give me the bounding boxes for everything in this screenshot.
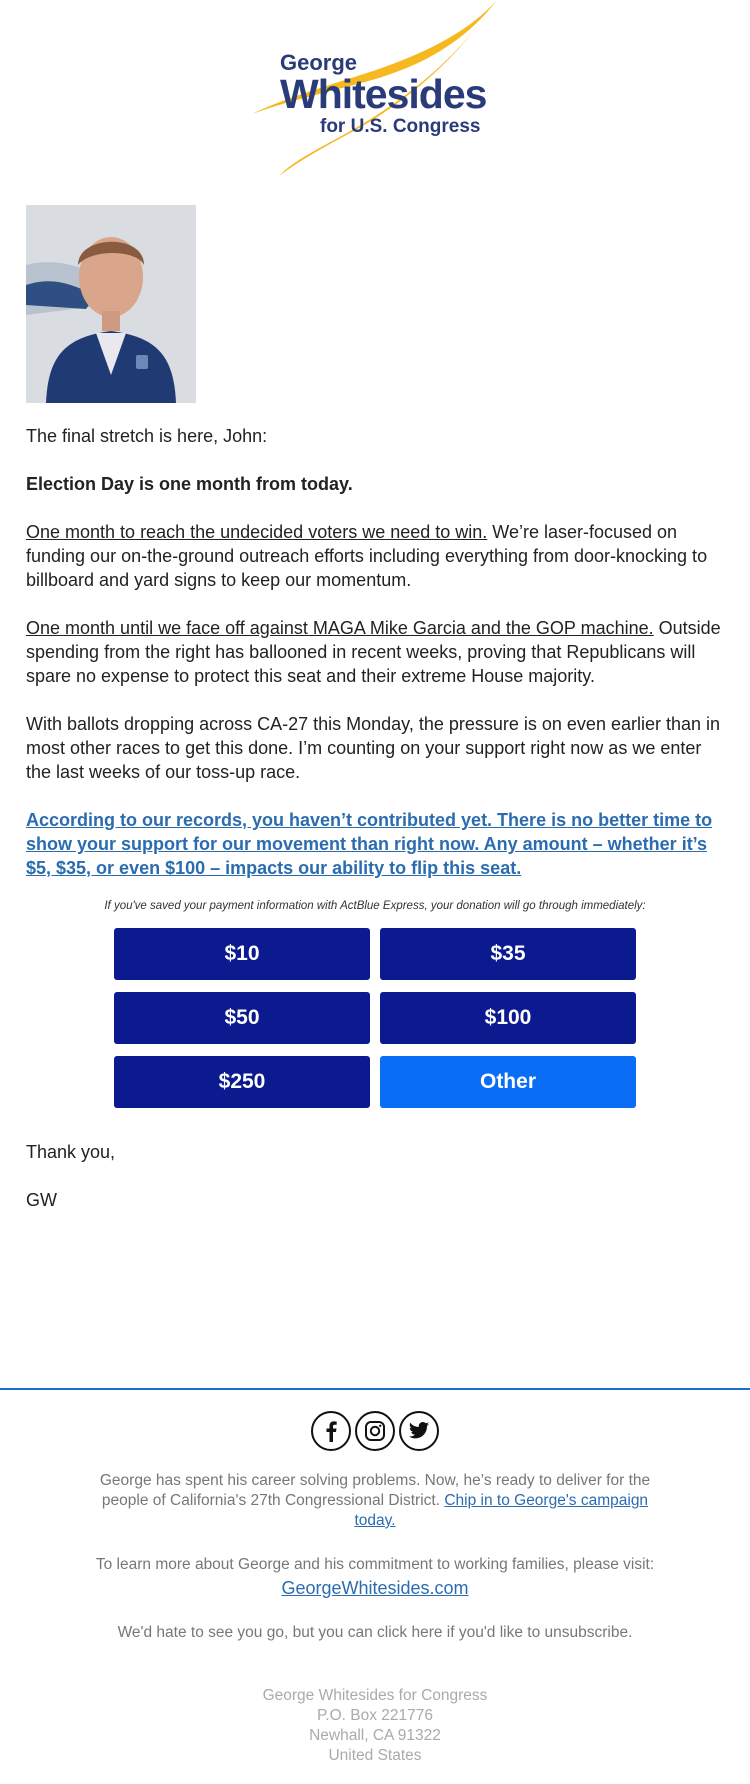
learn-more-text: To learn more about George and his commitment to working families, please visit:: [95, 1556, 655, 1573]
paragraph-ballots: With ballots dropping across CA-27 this Monday, the pressure is on even earlier than in most other races to get this done. I’m counting on your support right now as we enter the last weeks of our toss-up race.: [26, 714, 721, 782]
footer-bio-text: George has spent his career solving problems. Now, he’s ready to deliver for the people of California's 27th Congressional District.: [99, 1472, 651, 1509]
paragraph-opponent: [26, 616, 726, 688]
donate-50-button[interactable]: $50: [114, 992, 370, 1044]
footer-learn-more: [80, 1555, 670, 1600]
greeting: The final stretch is here, John:: [26, 426, 268, 446]
donate-100-button[interactable]: $100: [380, 992, 636, 1044]
candidate-photo: [26, 205, 196, 403]
footer-divider: [0, 1388, 750, 1390]
paragraph-outreach-text: We’re laser-focused on funding our on-the-ground outreach efforts including everything from door-knocking to billboard and yard signs to keep our momentum.: [26, 522, 708, 590]
address-line: United States: [328, 1747, 422, 1764]
website-link[interactable]: GeorgeWhitesides.com: [281, 1578, 469, 1598]
paragraph-outreach: [26, 520, 726, 592]
actblue-express-note: If you've saved your payment information with ActBlue Express, your donation will go through immediately:: [104, 900, 646, 912]
facebook-icon[interactable]: [311, 1411, 351, 1451]
footer-bio: [80, 1471, 670, 1531]
campaign-logo: [0, 0, 750, 180]
chip-in-link[interactable]: Chip in to George's campaign today.: [354, 1492, 649, 1529]
paragraph-opponent-text: Outside spending from the right has ballooned in recent weeks, proving that Republicans will spare no expense to protect this seat and their extreme House majority.: [26, 618, 721, 686]
donate-35-button[interactable]: $35: [380, 928, 636, 980]
address-line: P.O. Box 221776: [316, 1707, 434, 1724]
donate-250-button[interactable]: $250: [114, 1056, 370, 1108]
headline: Election Day is one month from today.: [26, 474, 353, 494]
signoff: [26, 1140, 115, 1236]
instagram-icon[interactable]: [355, 1411, 395, 1451]
address-line: Newhall, CA 91322: [309, 1727, 441, 1744]
donate-10-button[interactable]: $10: [114, 928, 370, 980]
address-line: George Whitesides for Congress: [262, 1687, 488, 1704]
mailing-address: [0, 1686, 750, 1766]
signoff-thanks: Thank you,: [26, 1142, 116, 1162]
paragraph-outreach-lead: One month to reach the undecided voters we need to win.: [26, 522, 488, 542]
logo-last-name: Whitesides: [280, 71, 487, 117]
donation-ask-link[interactable]: According to our records, you haven’t contributed yet. There is no better time to show your support for our movement than right now. Any amount – whether it’s $5, $35, or even $100 – impacts our ability to flip this seat.: [26, 810, 713, 878]
paragraph-opponent-lead: One month until we face off against MAGA Mike Garcia and the GOP machine.: [26, 618, 654, 638]
donate-other-button[interactable]: Other: [380, 1056, 636, 1108]
signoff-initials: GW: [26, 1190, 57, 1210]
twitter-icon[interactable]: [399, 1411, 439, 1451]
email-body: [26, 424, 726, 904]
unsubscribe-text[interactable]: We'd hate to see you go, but you can click here if you'd like to unsubscribe.: [117, 1624, 633, 1641]
logo-subtitle: for U.S. Congress: [320, 116, 481, 137]
logo-first-name: George: [280, 50, 358, 75]
